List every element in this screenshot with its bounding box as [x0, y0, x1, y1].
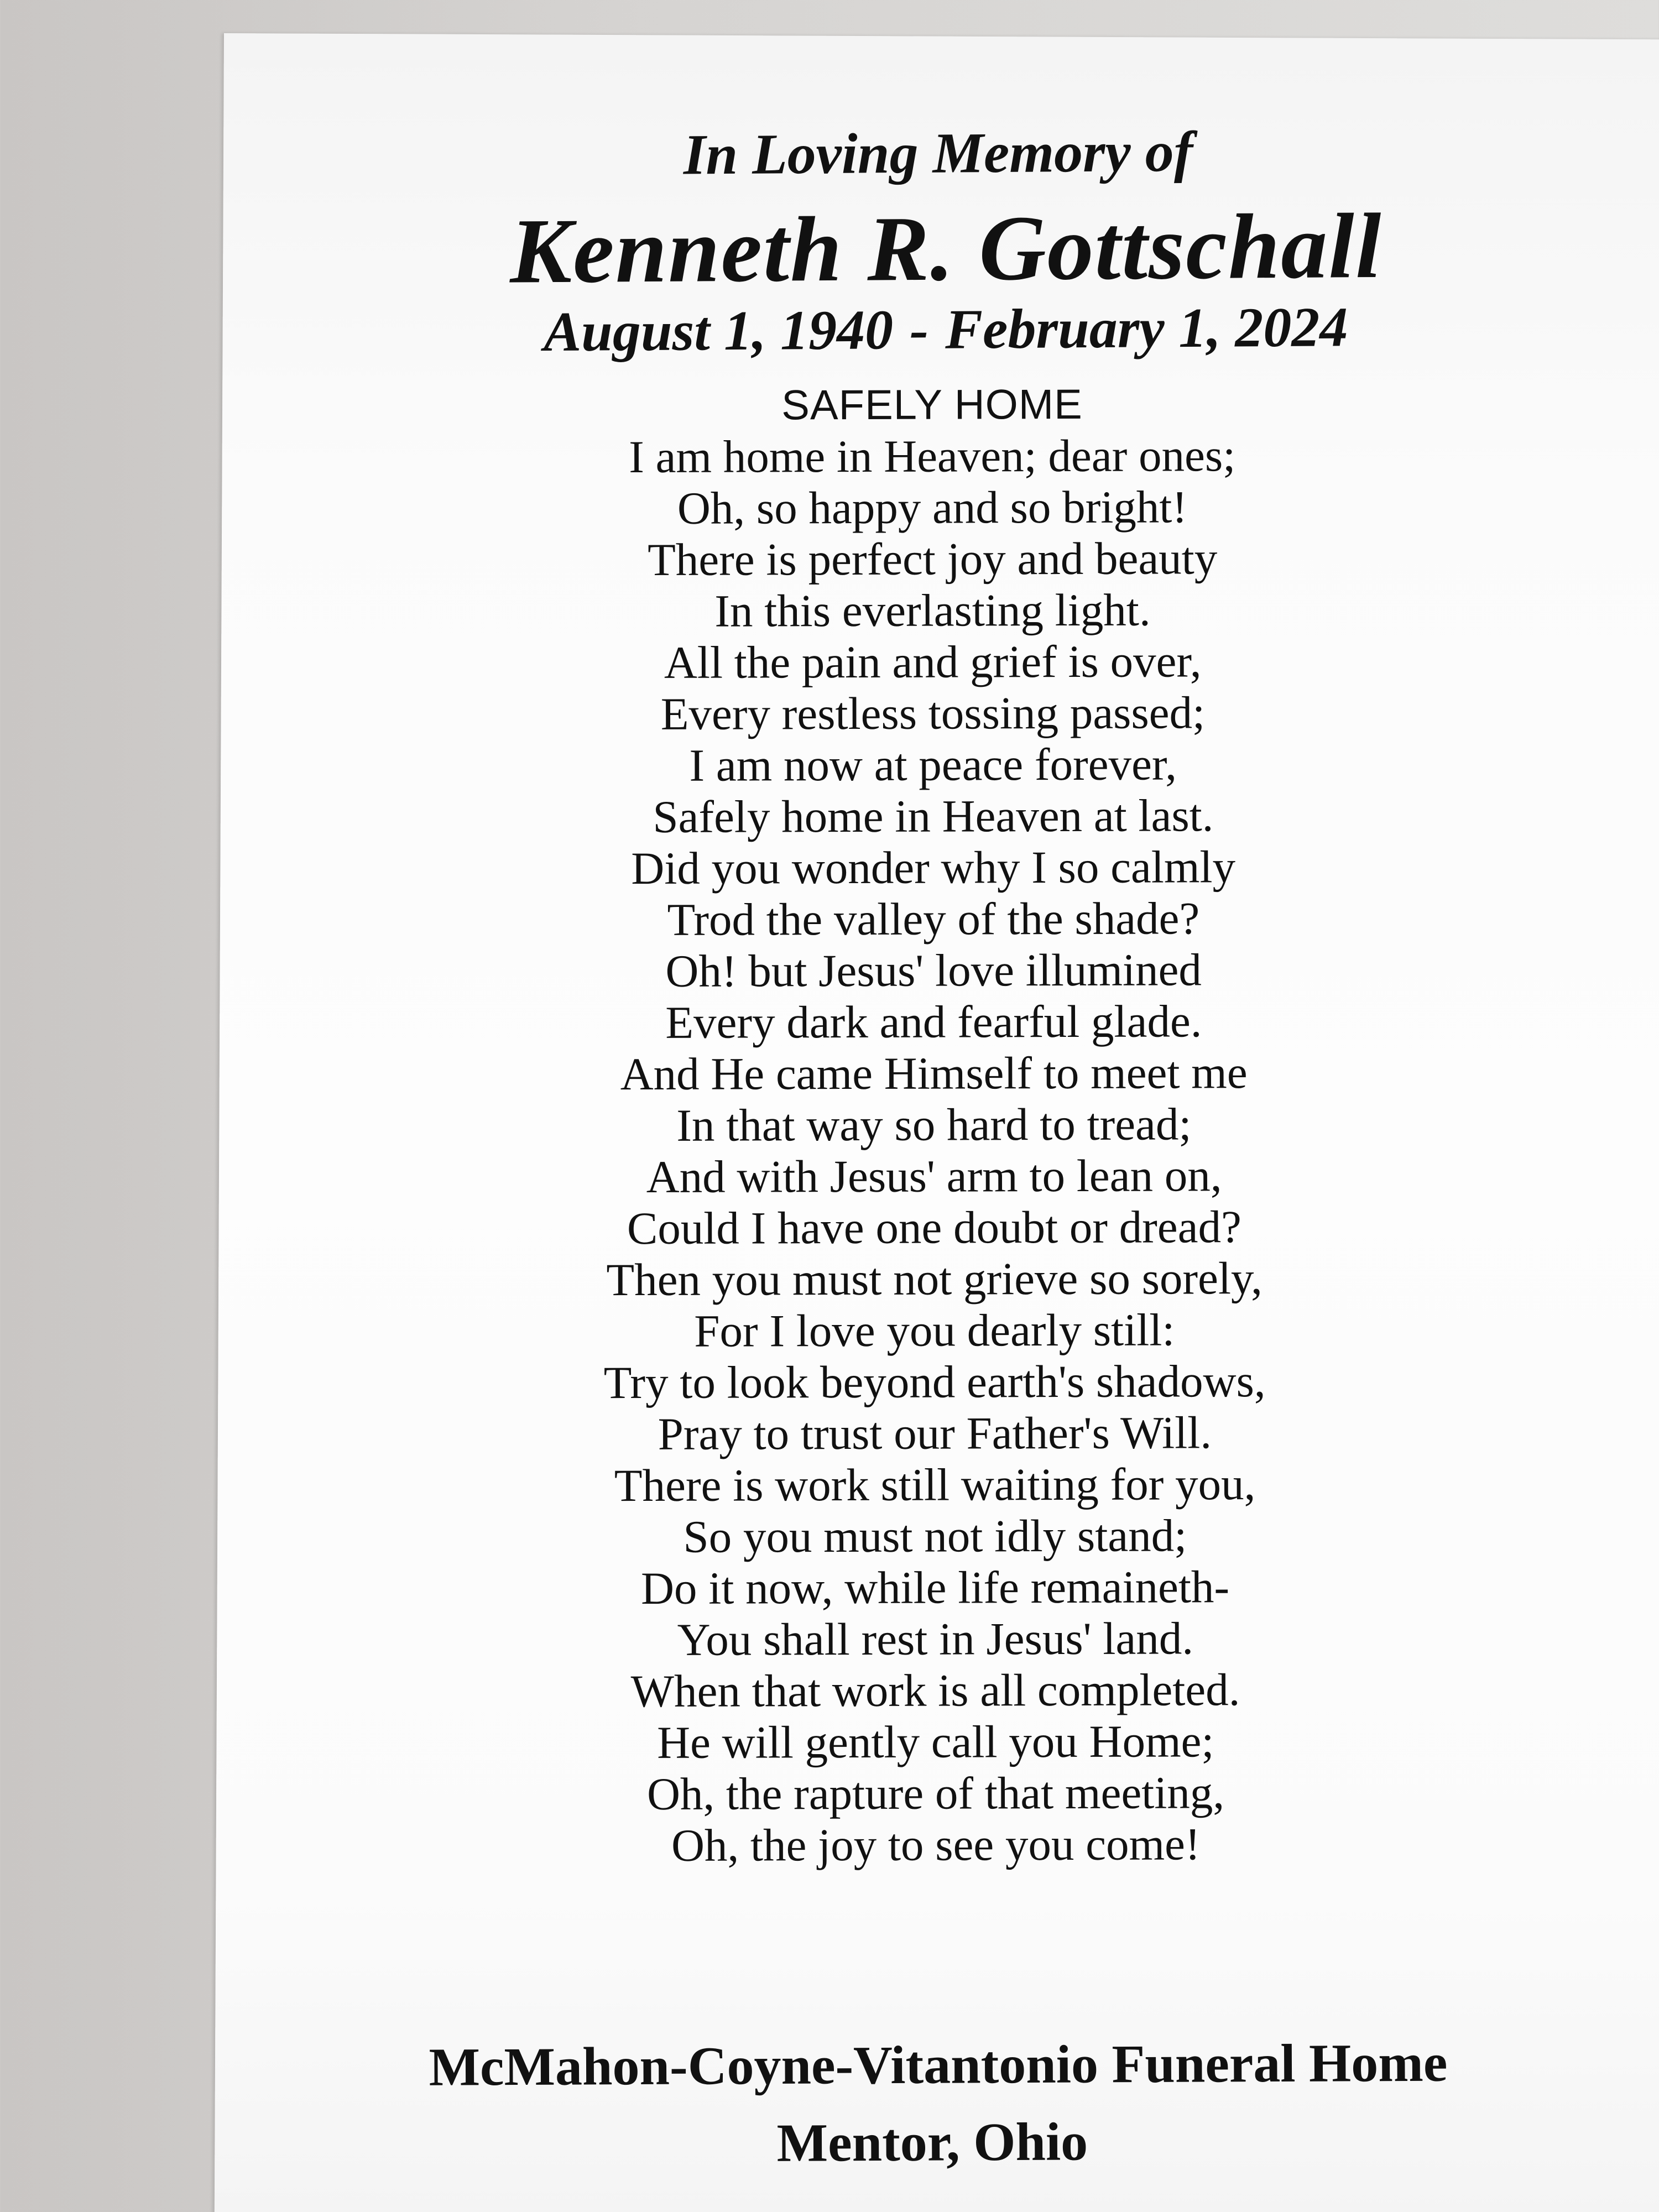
poem-line: For I love you dearly still: — [694, 1304, 1175, 1357]
funeral-home-location: Mentor, Ohio — [776, 2112, 1088, 2173]
poem-line: You shall rest in Jesus' land. — [677, 1613, 1194, 1665]
poem-line: Oh, so happy and so bright! — [677, 481, 1188, 534]
poem-line: In this everlasting light. — [714, 584, 1151, 637]
poem-line: Then you must not grieve so sorely, — [606, 1253, 1262, 1306]
poem-line: I am now at peace forever, — [689, 738, 1177, 791]
in-loving-memory-heading: In Loving Memory of — [683, 119, 1193, 187]
poem-line: Oh! but Jesus' love illumined — [665, 944, 1202, 997]
poem-line: Try to look beyond earth's shadows, — [603, 1355, 1266, 1408]
poem-line: When that work is all completed. — [630, 1664, 1240, 1717]
poem-line: He will gently call you Home; — [657, 1715, 1214, 1768]
memorial-card-content — [215, 33, 1659, 2212]
poem-title: SAFELY HOME — [781, 380, 1083, 429]
poem-line: Oh, the rapture of that meeting, — [646, 1767, 1225, 1819]
life-dates — [222, 298, 1659, 363]
poem-line: Pray to trust our Father's Will. — [658, 1407, 1212, 1459]
poem-line: I am home in Heaven; dear ones; — [629, 430, 1236, 483]
poem-line: And with Jesus' arm to lean on, — [646, 1150, 1222, 1202]
poem-line: Did you wonder why I so calmly — [631, 841, 1236, 894]
poem-line: Every dark and fearful glade. — [665, 995, 1202, 1048]
funeral-home-name: McMahon-Coyne-Vitantonio Funeral Home — [429, 2033, 1448, 2098]
poem-line: And He came Himself to meet me — [620, 1047, 1248, 1100]
poem-line: Safely home in Heaven at last. — [653, 790, 1214, 842]
poem-line: Could I have one doubt or dread? — [627, 1201, 1241, 1254]
memorial-card — [215, 33, 1659, 2212]
poem-line: In that way so hard to tread; — [676, 1098, 1192, 1151]
poem-line: So you must not idly stand; — [683, 1510, 1187, 1562]
poem-line: Trod the valley of the shade? — [667, 893, 1200, 945]
poem-line: All the pain and grief is over, — [664, 635, 1202, 688]
poem-line: Oh, the joy to see you come! — [671, 1818, 1201, 1871]
poem-line: Do it now, while life remaineth- — [640, 1561, 1230, 1614]
poem — [217, 377, 1651, 1872]
poem-line: There is work still waiting for you, — [614, 1458, 1256, 1511]
date-separator: - — [909, 298, 929, 362]
birth-date: August 1, 1940 — [543, 299, 894, 364]
deceased-name: Kenneth R. Gottschall — [509, 194, 1383, 303]
poem-line: There is perfect joy and beauty — [648, 533, 1218, 585]
poem-line: Every restless tossing passed; — [660, 687, 1206, 739]
death-date: February 1, 2024 — [945, 296, 1348, 361]
